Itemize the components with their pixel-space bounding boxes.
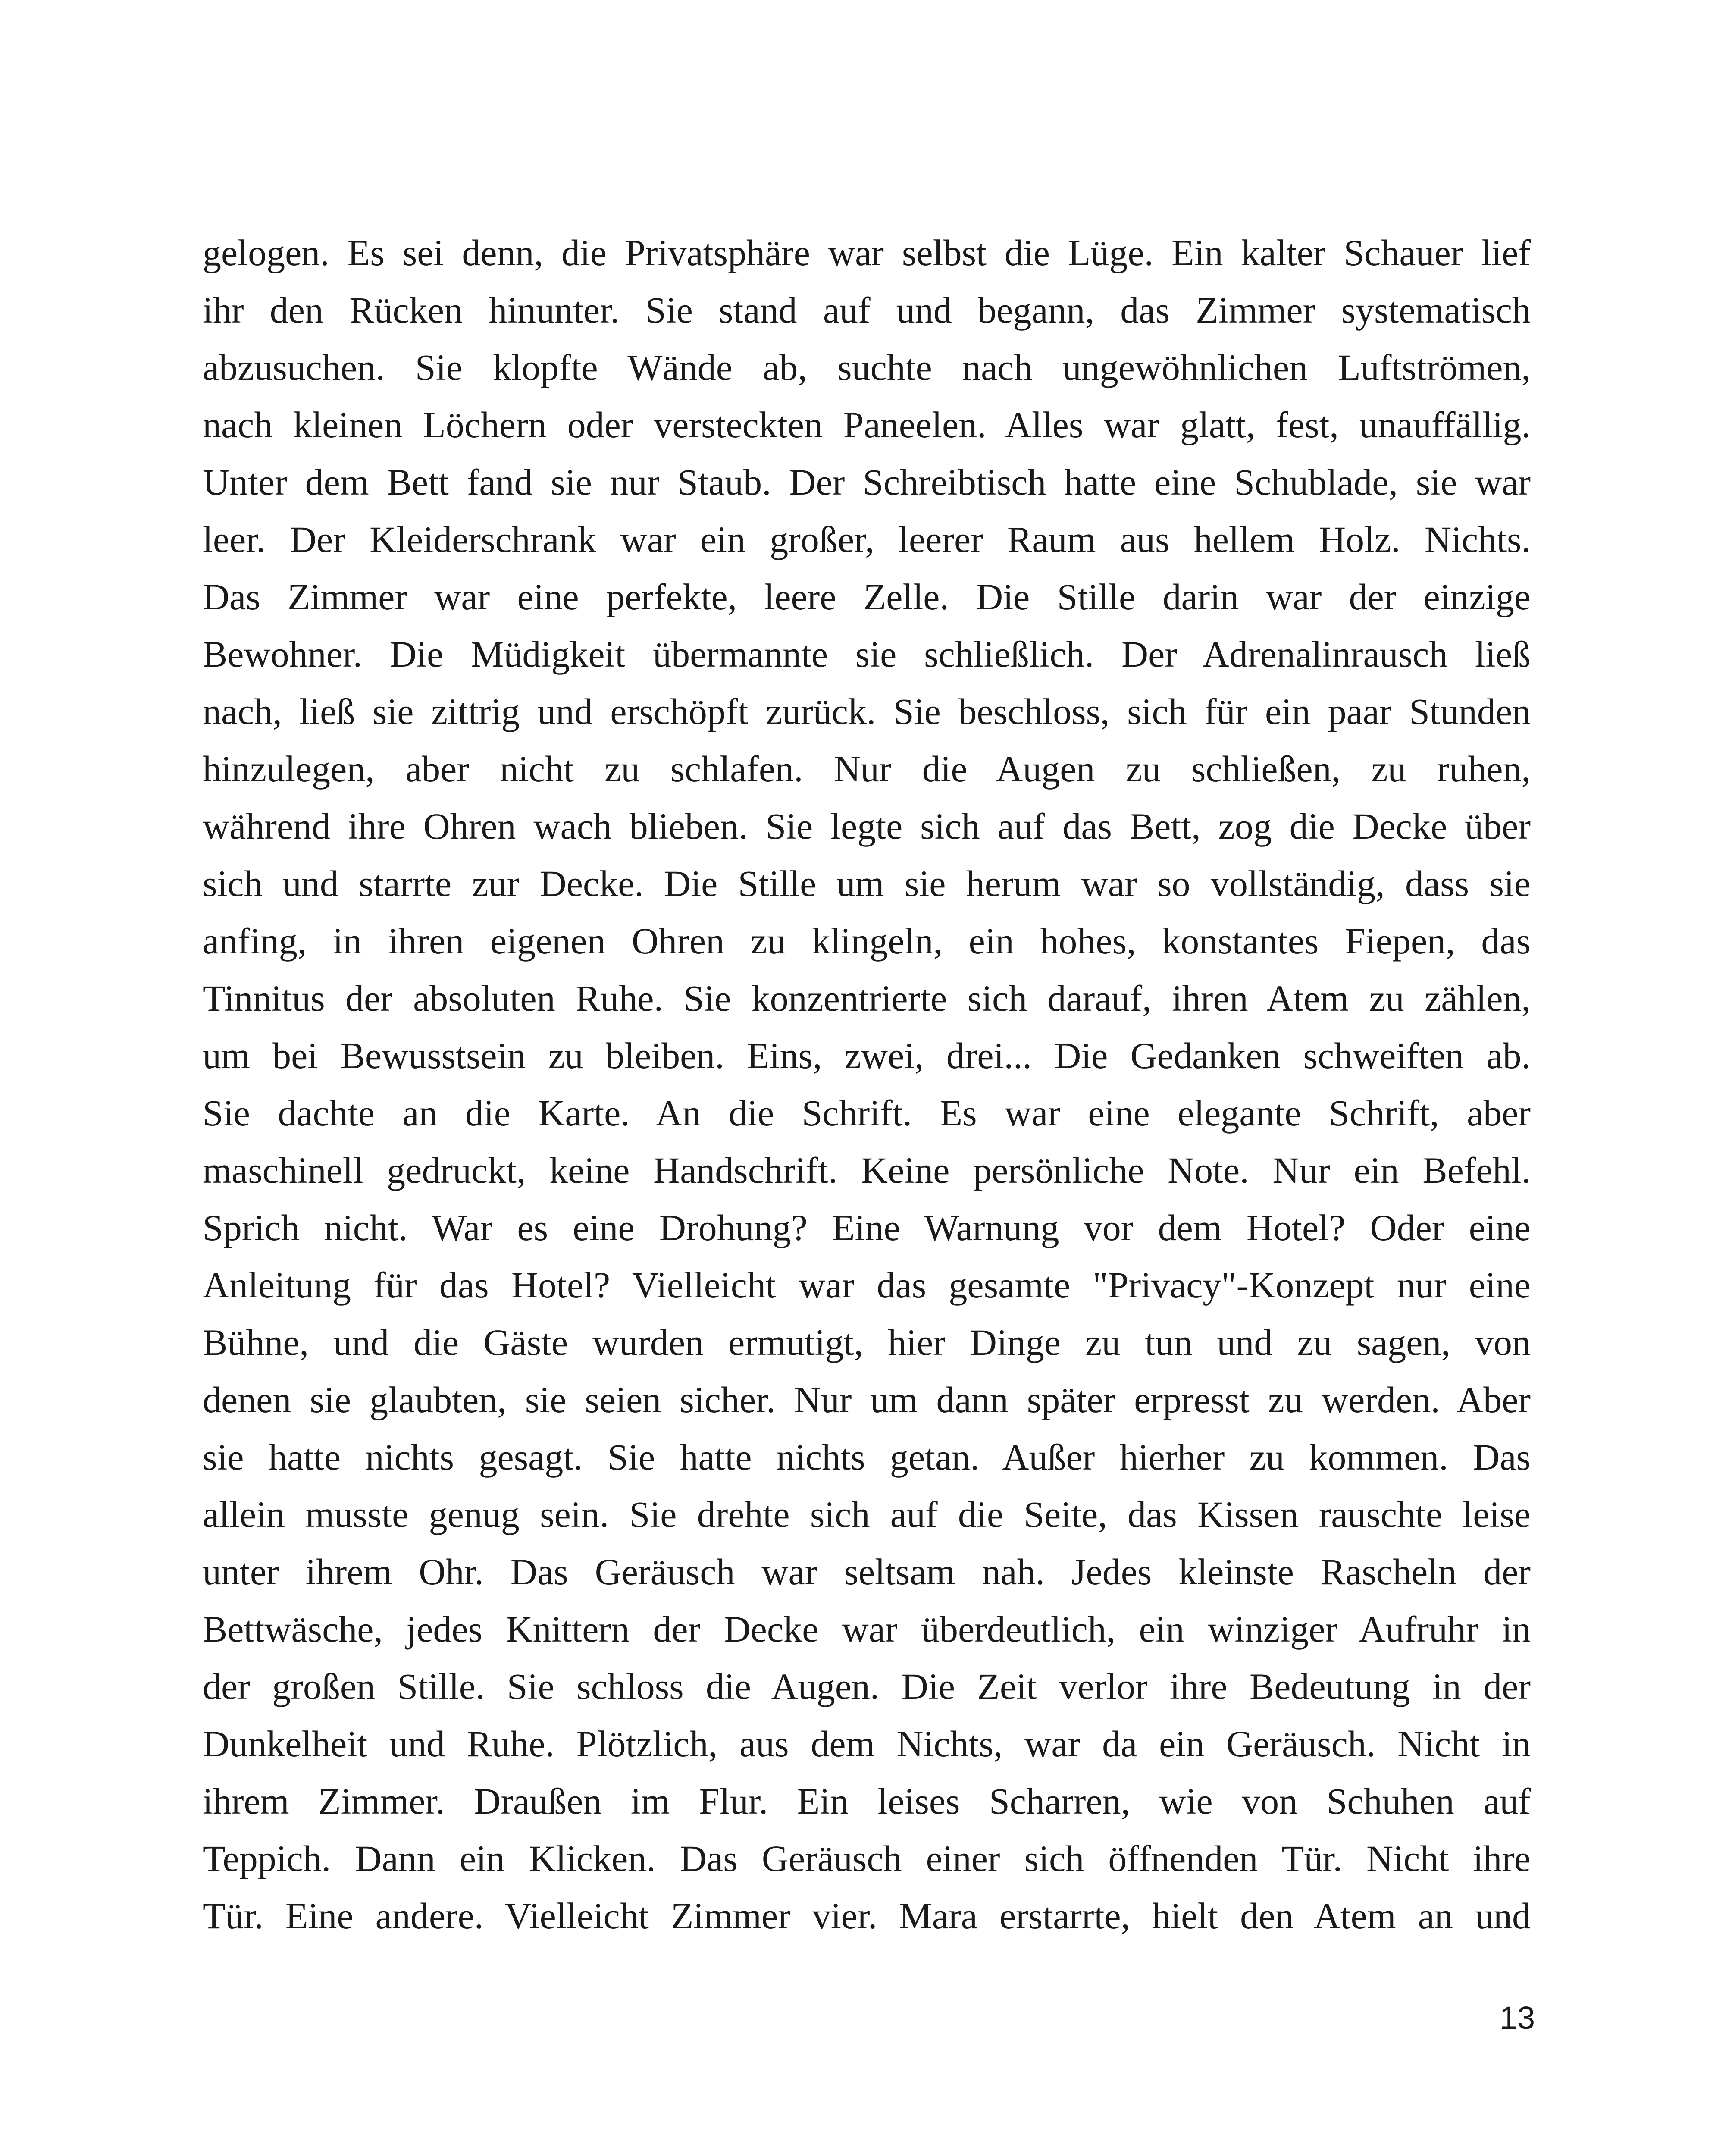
text-line: anfing, in ihren eigenen Ohren zu klingeln, ein hohes, konstantes Fiepen, das xyxy=(203,920,1531,962)
text-line: Bewohner. Die Müdigkeit übermannte sie schließlich. Der Adrenalinrausch ließ xyxy=(203,633,1531,675)
text-line: denen sie glaubten, sie seien sicher. Nur um dann später erpresst zu werden. Aber xyxy=(203,1379,1531,1420)
text-line: Tür. Eine andere. Vielleicht Zimmer vier. Mara erstarrte, hielt den Atem an und xyxy=(203,1895,1531,1937)
text-line: ihr den Rücken hinunter. Sie stand auf und begann, das Zimmer systematisch xyxy=(203,289,1531,331)
text-line: Tinnitus der absoluten Ruhe. Sie konzentrierte sich darauf, ihren Atem zu zählen, xyxy=(203,978,1531,1019)
text-line: nach kleinen Löchern oder versteckten Paneelen. Alles war glatt, fest, unauffällig. xyxy=(203,404,1531,445)
text-line: leer. Der Kleiderschrank war ein großer, leerer Raum aus hellem Holz. Nichts. xyxy=(203,519,1531,560)
text-line: um bei Bewusstsein zu bleiben. Eins, zwei, drei... Die Gedanken schweiften ab. xyxy=(203,1035,1531,1076)
text-line: Das Zimmer war eine perfekte, leere Zelle. Die Stille darin war der einzige xyxy=(203,576,1531,617)
text-line: Teppich. Dann ein Klicken. Das Geräusch einer sich öffnenden Tür. Nicht ihre xyxy=(203,1838,1531,1879)
text-line: allein musste genug sein. Sie drehte sich auf die Seite, das Kissen rauschte leise xyxy=(203,1494,1531,1535)
text-line: abzusuchen. Sie klopfte Wände ab, suchte nach ungewöhnlichen Luftströmen, xyxy=(203,347,1531,388)
text-line: hinzulegen, aber nicht zu schlafen. Nur die Augen zu schließen, zu ruhen, xyxy=(203,748,1531,790)
text-line: Dunkelheit und Ruhe. Plötzlich, aus dem Nichts, war da ein Geräusch. Nicht in xyxy=(203,1723,1531,1764)
text-line: ihrem Zimmer. Draußen im Flur. Ein leises Scharren, wie von Schuhen auf xyxy=(203,1780,1531,1822)
text-line: sich und starrte zur Decke. Die Stille um sie herum war so vollständig, dass sie xyxy=(203,863,1531,904)
text-line: Sie dachte an die Karte. An die Schrift. Es war eine elegante Schrift, aber xyxy=(203,1092,1531,1134)
text-line: Bühne, und die Gäste wurden ermutigt, hier Dinge zu tun und zu sagen, von xyxy=(203,1322,1531,1363)
text-line: Sprich nicht. War es eine Drohung? Eine Warnung vor dem Hotel? Oder eine xyxy=(203,1207,1531,1248)
text-line: während ihre Ohren wach blieben. Sie legte sich auf das Bett, zog die Decke über xyxy=(203,805,1531,847)
text-line: der großen Stille. Sie schloss die Augen. Die Zeit verlor ihre Bedeutung in der xyxy=(203,1666,1531,1707)
text-line: Anleitung für das Hotel? Vielleicht war das gesamte "Privacy"-Konzept nur eine xyxy=(203,1264,1531,1306)
text-line: nach, ließ sie zittrig und erschöpft zurück. Sie beschloss, sich für ein paar Stunden xyxy=(203,691,1531,732)
text-line: gelogen. Es sei denn, die Privatsphäre war selbst die Lüge. Ein kalter Schauer lief xyxy=(203,232,1531,273)
text-line: maschinell gedruckt, keine Handschrift. Keine persönliche Note. Nur ein Befehl. xyxy=(203,1150,1531,1191)
text-line: Bettwäsche, jedes Knittern der Decke war überdeutlich, ein winziger Aufruhr in xyxy=(203,1608,1531,1650)
text-line: Unter dem Bett fand sie nur Staub. Der Schreibtisch hatte eine Schublade, sie war xyxy=(203,461,1531,503)
text-line: unter ihrem Ohr. Das Geräusch war seltsam nah. Jedes kleinste Rascheln der xyxy=(203,1551,1531,1592)
page-number: 13 xyxy=(1499,2000,1535,2036)
text-line: sie hatte nichts gesagt. Sie hatte nichts getan. Außer hierher zu kommen. Das xyxy=(203,1436,1531,1478)
body-text xyxy=(203,224,1531,1945)
